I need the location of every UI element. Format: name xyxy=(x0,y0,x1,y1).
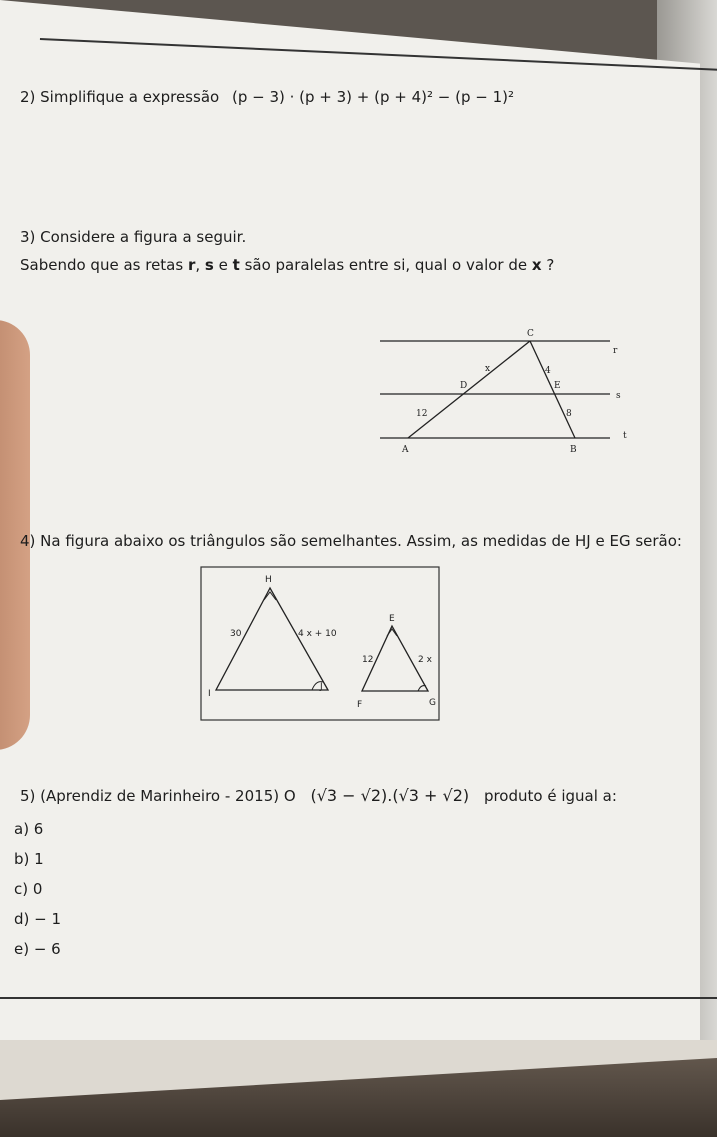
label-8: 8 xyxy=(566,409,572,419)
label-4: 4 xyxy=(545,366,551,376)
label-H: H xyxy=(265,575,272,585)
label-D: D xyxy=(460,381,468,391)
transversal-left xyxy=(408,341,530,438)
label-t: t xyxy=(623,431,627,441)
label-4x-plus-10: 4 x + 10 xyxy=(298,629,337,639)
option-e: e) − 6 xyxy=(14,940,61,958)
q3-t: t xyxy=(232,256,240,274)
question-5-expression: (√3 − √2).(√3 + √2) xyxy=(310,786,470,805)
question-2-label: 2) Simplifique a expressão xyxy=(20,88,220,106)
label-s: s xyxy=(616,391,621,401)
question-3-label: 3) Considere a figura a seguir. xyxy=(20,228,247,246)
q3-comma: , xyxy=(195,256,205,274)
label-r: r xyxy=(613,346,618,356)
label-C: C xyxy=(527,329,534,339)
q3-r: r xyxy=(187,256,196,274)
option-a: a) 6 xyxy=(14,820,44,838)
question-5 xyxy=(20,786,617,805)
transversal-right xyxy=(530,341,575,438)
question-3-text xyxy=(20,256,554,274)
label-E-triangle: E xyxy=(389,614,395,624)
question-4-label: 4) Na figura abaixo os triângulos são semelhantes. Assim, as medidas de HJ e EG serão: xyxy=(20,532,682,550)
question-5-tail: produto é igual a: xyxy=(483,787,617,805)
question-5-label: 5) (Aprendiz de Marinheiro - 2015) O xyxy=(20,787,296,805)
label-12-triangle: 12 xyxy=(362,655,374,665)
option-b: b) 1 xyxy=(14,850,44,868)
similar-triangles-figure xyxy=(200,566,440,722)
label-E: E xyxy=(554,381,561,391)
label-12: 12 xyxy=(416,409,428,419)
label-30: 30 xyxy=(230,629,242,639)
q3-and: e xyxy=(213,256,233,274)
label-A: A xyxy=(402,445,409,455)
triangle-HIJ xyxy=(216,588,328,690)
figure-frame xyxy=(201,567,439,720)
q3-s: s xyxy=(204,256,214,274)
q3-x: x xyxy=(531,256,542,274)
label-x: x xyxy=(485,364,491,374)
option-d: d) − 1 xyxy=(14,910,62,928)
question-2 xyxy=(20,88,514,106)
label-B: B xyxy=(570,445,577,455)
label-J: J xyxy=(320,682,323,692)
label-2x: 2 x xyxy=(418,655,432,665)
question-2-expression: (p − 3) · (p + 3) + (p + 4)² − (p − 1)² xyxy=(231,88,515,106)
bottom-rule xyxy=(0,997,717,999)
label-G: G xyxy=(429,698,436,708)
label-I: I xyxy=(208,689,211,699)
label-F: F xyxy=(357,700,363,710)
q3-text-after: são paralelas entre si, qual o valor de xyxy=(239,256,532,274)
option-c: c) 0 xyxy=(14,880,43,898)
q3-qmark: ? xyxy=(541,256,555,274)
parallel-lines-figure xyxy=(370,325,630,465)
q3-text-before: Sabendo que as retas xyxy=(20,256,188,274)
